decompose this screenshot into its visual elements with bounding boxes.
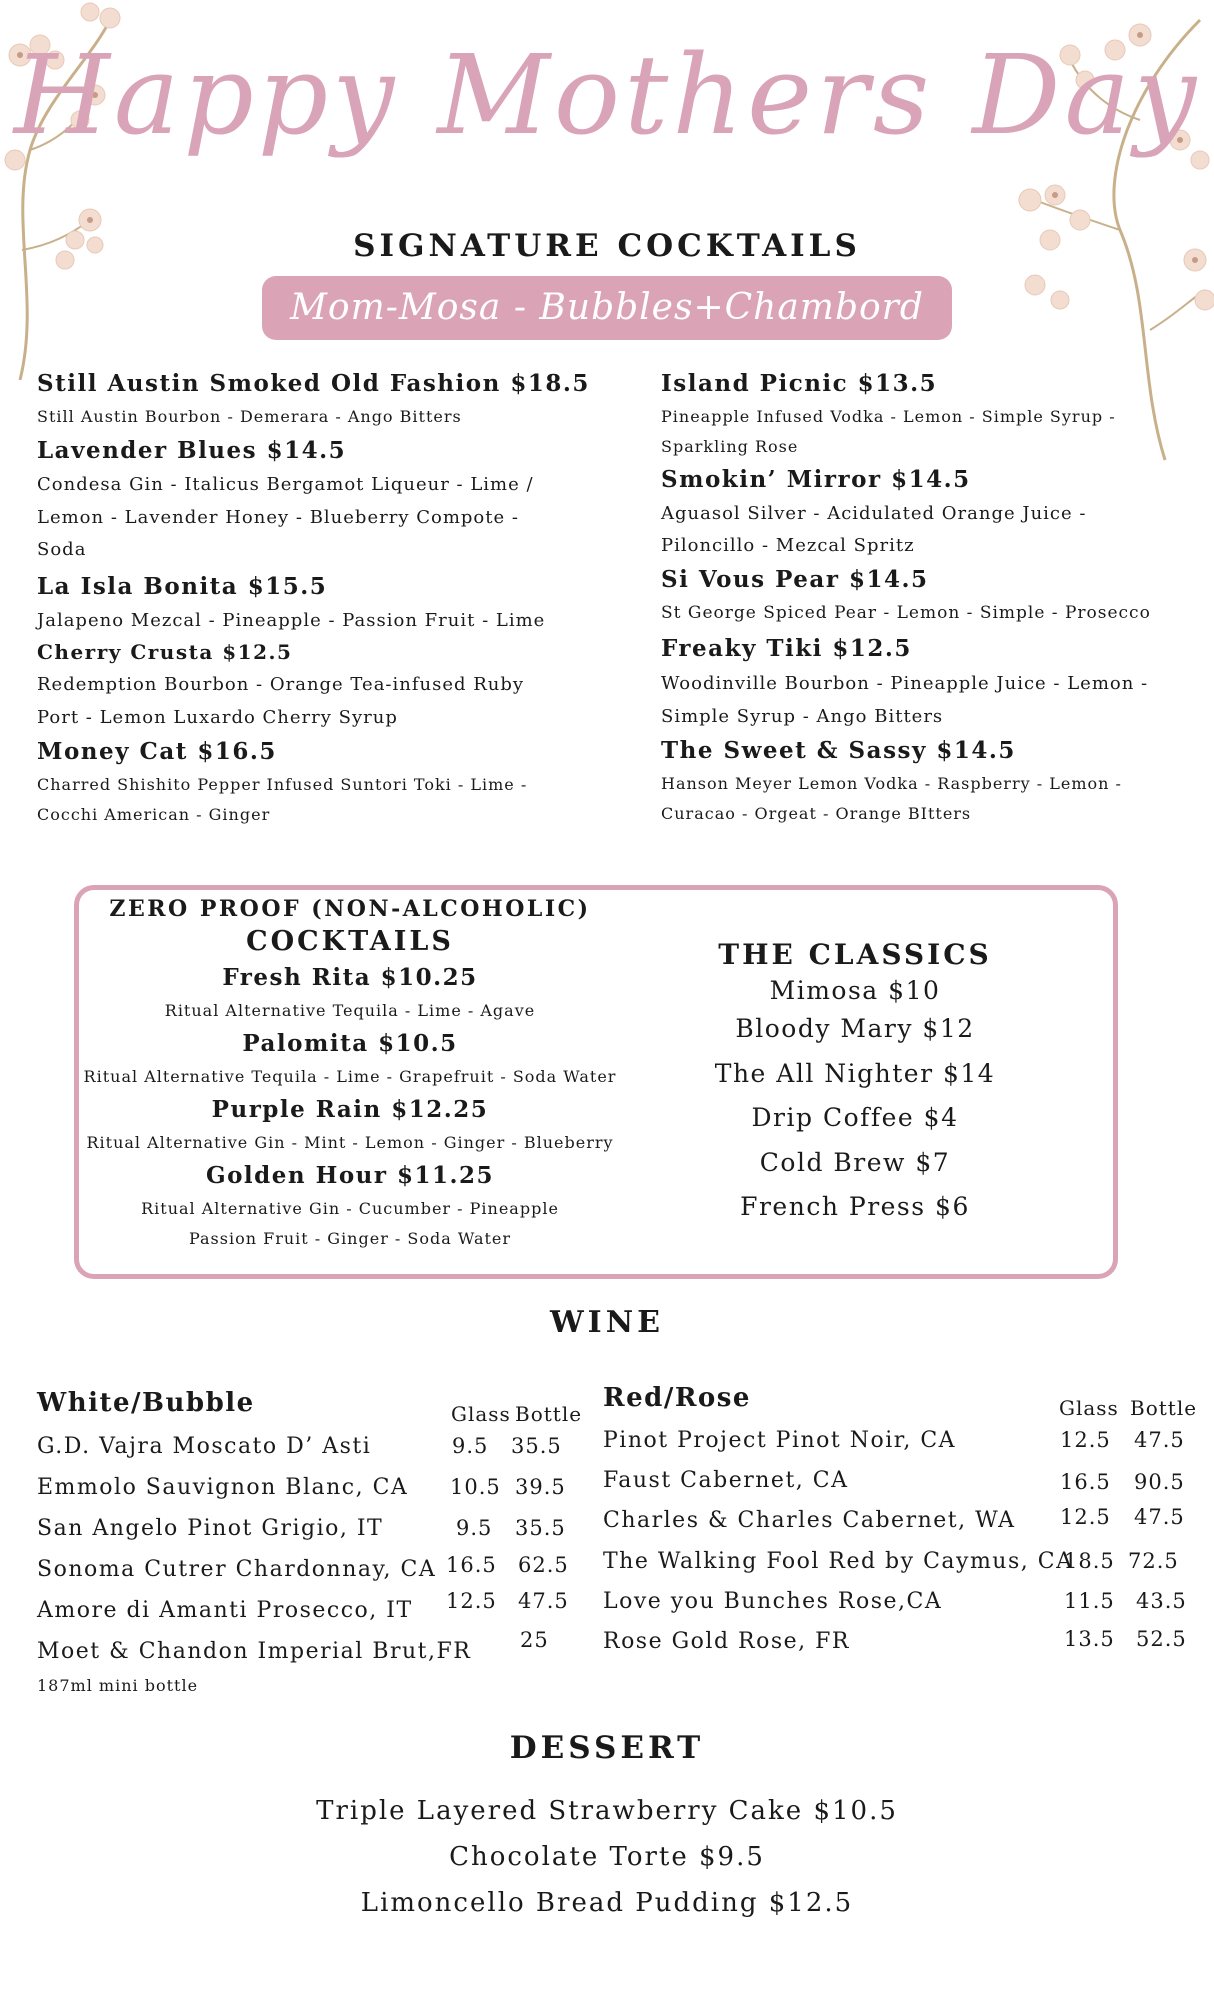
wine-bottle-price: 47.5 [518, 1589, 569, 1613]
dessert-heading: DESSERT [509, 1730, 705, 1766]
wine-glass-price: 18.5 [1064, 1549, 1115, 1573]
wine-bottle-price: 72.5 [1128, 1549, 1179, 1573]
cocktail-name: Money Cat $16.5 [37, 737, 277, 765]
dessert-item: Limoncello Bread Pudding $12.5 [360, 1888, 854, 1918]
wine-bottle-price: 90.5 [1134, 1470, 1185, 1494]
wine-glass-price: 12.5 [446, 1589, 497, 1613]
wine-bottle-price: 35.5 [515, 1516, 566, 1540]
cocktail-description: Still Austin Bourbon - Demerara - Ango Bitters [37, 407, 462, 426]
zero-proof-name: Fresh Rita $10.25 [222, 964, 478, 991]
wine-bottle-price: 39.5 [515, 1475, 566, 1499]
cocktail-description: Aguasol Silver - Acidulated Orange Juice - Piloncillo - Mezcal Spritz [661, 503, 1087, 556]
zero-proof-section [80, 895, 620, 1254]
wine-name: San Angelo Pinot Grigio, IT [37, 1516, 384, 1541]
white-glass-label: Glass [451, 1402, 511, 1426]
zero-proof-description: Ritual Alternative Gin - Mint - Lemon - Ginger - Blueberry [86, 1133, 614, 1152]
dessert-list [0, 1788, 1214, 1926]
wine-note: 187ml mini bottle [37, 1676, 199, 1695]
cocktails-right-column [661, 366, 1181, 829]
wine-bottle-price: 62.5 [518, 1553, 569, 1577]
cocktail-name: Cherry Crusta $12.5 [37, 639, 293, 664]
cocktail-name: The Sweet & Sassy $14.5 [661, 737, 1016, 764]
red-rose-heading: Red/Rose [603, 1383, 751, 1413]
white-bottle-label: Bottle [515, 1402, 583, 1426]
cocktail-name: Freaky Tiki $12.5 [661, 635, 912, 662]
cocktail-name: Island Picnic $13.5 [661, 370, 938, 397]
cocktail-description: Pineapple Infused Vodka - Lemon - Simple Syrup - Sparkling Rose [661, 407, 1116, 456]
wine-bottle-price: 35.5 [511, 1434, 562, 1458]
classic-item: Mimosa $10 [769, 976, 941, 1005]
wine-glass-price: 9.5 [456, 1516, 493, 1540]
wine-glass-price: 9.5 [452, 1434, 489, 1458]
wine-glass-price: 12.5 [1060, 1505, 1111, 1529]
classic-item: French Press $6 [740, 1192, 970, 1221]
red-bottle-label: Bottle [1130, 1396, 1198, 1420]
wine-name: Faust Cabernet, CA [603, 1468, 849, 1493]
wine-name: Charles & Charles Cabernet, WA [603, 1508, 1016, 1533]
zero-proof-subheading: COCKTAILS [246, 926, 454, 957]
wine-bottle-price: 52.5 [1136, 1627, 1187, 1651]
cocktail-name: Lavender Blues $14.5 [37, 437, 347, 464]
classic-item: Drip Coffee $4 [751, 1103, 959, 1132]
red-glass-label: Glass [1059, 1396, 1119, 1420]
cocktail-description: Condesa Gin - Italicus Bergamot Liqueur - Lime / Lemon - Lavender Honey - Blueberry Compote - Soda [37, 474, 534, 560]
cocktail-name: La Isla Bonita $15.5 [37, 572, 328, 600]
cocktail-description: Redemption Bourbon - Orange Tea-infused Ruby Port - Lemon Luxardo Cherry Syrup [37, 673, 525, 728]
white-bubble-heading: White/Bubble [37, 1388, 255, 1418]
classics-section [690, 935, 1020, 1230]
zero-proof-description: Ritual Alternative Tequila - Lime - Agave [164, 1001, 536, 1020]
classic-item: Bloody Mary $12 [735, 1014, 975, 1043]
wine-bottle-price: 25 [520, 1628, 549, 1652]
wine-bottle-price: 47.5 [1134, 1428, 1185, 1452]
wine-name: Moet & Chandon Imperial Brut,FR [37, 1639, 472, 1664]
zero-proof-description: Ritual Alternative Gin - Cucumber - Pineapple [141, 1199, 559, 1218]
wine-glass-price: 10.5 [450, 1475, 501, 1499]
cocktail-description: Hanson Meyer Lemon Vodka - Raspberry - Lemon - Curacao - Orgeat - Orange BItters [661, 774, 1122, 823]
page-title: Happy Mothers Day [13, 31, 1201, 159]
cocktail-name: Si Vous Pear $14.5 [661, 566, 929, 593]
wine-glass-price: 11.5 [1064, 1589, 1115, 1613]
wine-name: Emmolo Sauvignon Blanc, CA [37, 1475, 409, 1500]
signature-cocktails-heading: SIGNATURE COCKTAILS [353, 228, 861, 264]
dessert-item: Chocolate Torte $9.5 [449, 1842, 765, 1872]
wine-name: Pinot Project Pinot Noir, CA [603, 1428, 957, 1453]
cocktail-description: St George Spiced Pear - Lemon - Simple - Prosecco [661, 603, 1151, 623]
wine-name: Amore di Amanti Prosecco, IT [37, 1598, 413, 1623]
zero-proof-description: Passion Fruit - Ginger - Soda Water [188, 1229, 512, 1248]
wine-glass-price: 16.5 [1060, 1470, 1111, 1494]
classic-item: The All Nighter $14 [714, 1058, 996, 1088]
classic-item: Cold Brew $7 [759, 1147, 951, 1177]
wine-name: Love you Bunches Rose,CA [603, 1589, 943, 1614]
zero-proof-name: Golden Hour $11.25 [205, 1162, 495, 1189]
wine-name: Rose Gold Rose, FR [603, 1629, 850, 1654]
cocktail-name: Still Austin Smoked Old Fashion $18.5 [37, 370, 590, 397]
wine-name: The Walking Fool Red by Caymus, CA [603, 1549, 1074, 1574]
cocktail-name: Smokin’ Mirror $14.5 [661, 466, 971, 493]
cocktails-left-column [37, 366, 637, 830]
classics-heading: THE CLASSICS [718, 938, 992, 971]
zero-proof-heading: ZERO PROOF (NON-ALCOHOLIC) [109, 896, 591, 922]
wine-name: G.D. Vajra Moscato D’ Asti [37, 1434, 372, 1459]
wine-heading: WINE [549, 1305, 664, 1340]
wine-glass-price: 13.5 [1064, 1627, 1115, 1651]
dessert-item: Triple Layered Strawberry Cake $10.5 [316, 1796, 898, 1826]
cocktail-description: Jalapeno Mezcal - Pineapple - Passion Fruit - Lime [37, 609, 546, 631]
zero-proof-name: Purple Rain $12.25 [211, 1096, 489, 1123]
featured-cocktail-banner: Mom-Mosa - Bubbles+Chambord $15.5 [262, 276, 952, 340]
zero-proof-description: Ritual Alternative Tequila - Lime - Grapefruit - Soda Water [83, 1067, 617, 1086]
cocktail-description: Woodinville Bourbon - Pineapple Juice - Lemon - Simple Syrup - Ango Bitters [661, 673, 1149, 727]
cocktail-description: Charred Shishito Pepper Infused Suntori Toki - Lime - Cocchi American - Ginger [37, 774, 528, 824]
wine-bottle-price: 47.5 [1134, 1505, 1185, 1529]
wine-bottle-price: 43.5 [1136, 1589, 1187, 1613]
wine-name: Sonoma Cutrer Chardonnay, CA [37, 1557, 437, 1582]
wine-glass-price: 16.5 [446, 1553, 497, 1577]
wine-glass-price: 12.5 [1060, 1428, 1111, 1452]
zero-proof-name: Palomita $10.5 [242, 1030, 458, 1057]
